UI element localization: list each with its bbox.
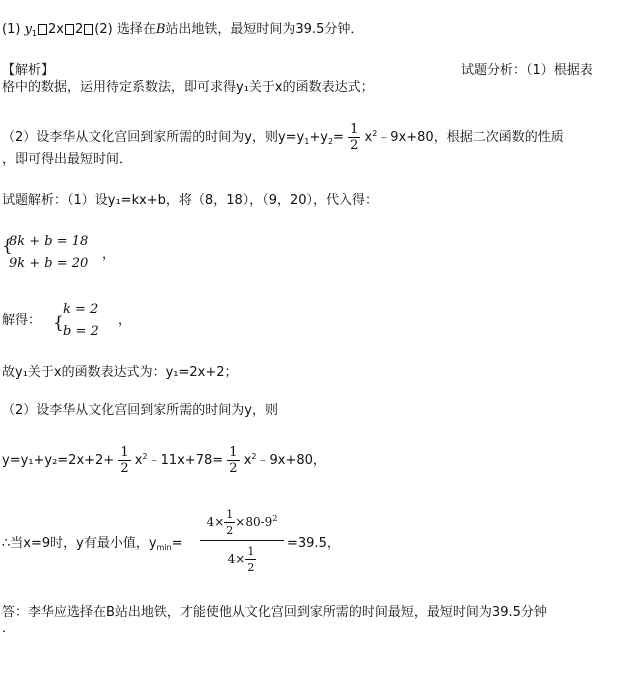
analysis-line2: （2）设李华从文化宫回到家所需的时间为y，则$y=y_1+y_2=$ $\frac{1}{2}$ $x^2﹣9x+80$，根据二次函数的性质 [2, 122, 564, 153]
answer-summary [2, 22, 363, 39]
part1-label: (1) [2, 22, 21, 37]
expression-line: y=y₁+y₂=2x+2+ $\frac{1}{2}$ $x^2﹣11x+78=$ $\frac{1}{2}$ $x^2﹣9x+80$， [2, 445, 326, 476]
formula-end: 2 [74, 22, 84, 37]
left-brace-icon: { [53, 313, 64, 333]
min-result: =39.5， [287, 536, 340, 551]
min-fraction [200, 507, 284, 575]
min-value-label: ∴当x=9时，y有最小值，$y_{min}=$ [2, 536, 183, 552]
conclusion-1: 故y₁关于x的函数表达式为：y₁=2x+2； [2, 365, 238, 380]
min-numerator: 4× $\frac{1}{2}$ $\times 80-9^2$ [206, 508, 278, 537]
solution-b: b = 2 [63, 324, 99, 339]
min-denominator: 4× $\frac{1}{2}$ [200, 540, 284, 575]
analysis-line3: ，即可得出最短时间． [2, 152, 133, 167]
analysis-tag: 【解析】 [2, 63, 55, 78]
equation-2: 9k + b = 20 [9, 256, 89, 271]
formula-mid: 2x [48, 22, 64, 37]
equation-1: 8k + b = 18 [9, 234, 89, 249]
y1-subscript: 1 [31, 29, 38, 38]
station-label: B [155, 22, 166, 37]
solution-k: k = 2 [63, 302, 99, 317]
fraction-half: $\frac{1}{2}$ [229, 445, 238, 476]
part2-intro: （2）设李华从文化宫回到家所需的时间为y，则 [2, 403, 278, 418]
part2-rest: 站出地铁，最短时间为39.5分钟． [165, 22, 364, 37]
missing-glyph-box [84, 24, 93, 35]
missing-glyph-box [38, 24, 47, 35]
missing-glyph-box [65, 24, 74, 35]
final-answer: 答：李华应选择在B站出地铁，才能使他从文化宫回到家所需的时间最短，最短时间为39.5分钟 [2, 605, 547, 620]
final-answer-end: ． [2, 621, 16, 636]
y1-symbol: y [24, 22, 32, 37]
analysis-summary-label: 试题分析：（1）根据表 [461, 63, 593, 78]
solution-intro: 试题解析：（1）设y₁=kx+b，将（8，18），（9，20），代入得： [2, 193, 379, 208]
solve-label: 解得： [2, 313, 42, 328]
analysis-line1: 格中的数据，运用待定系数法，即可求得y₁关于x的函数表达式； [2, 80, 374, 95]
fraction-half: $\frac{1}{2}$ [350, 122, 359, 153]
fraction-half: $\frac{1}{2}$ [120, 445, 129, 476]
part2-label: (2) 选择在 [94, 22, 156, 37]
left-brace-icon: { [2, 236, 13, 256]
